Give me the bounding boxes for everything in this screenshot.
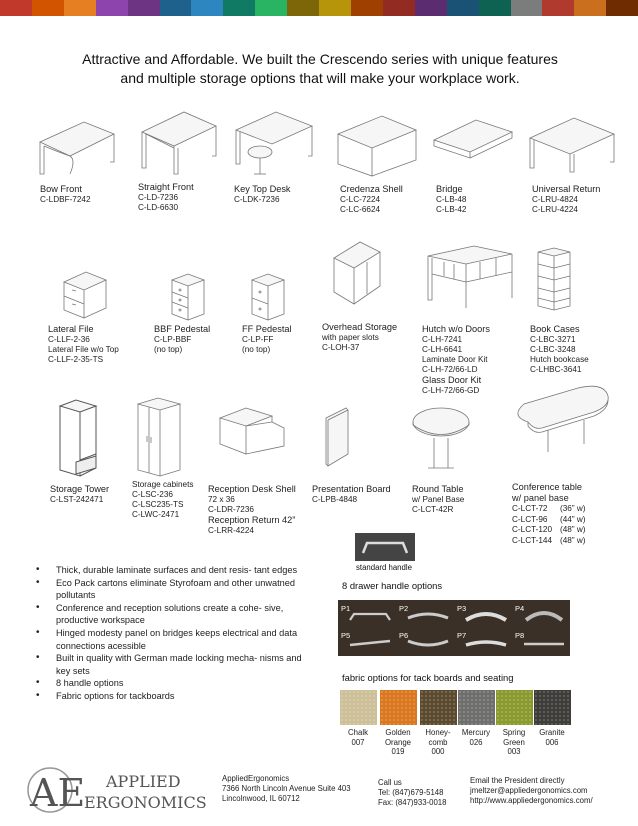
footer-contact-info — [378, 778, 446, 808]
product-reception-desk — [208, 484, 296, 536]
feature-item: • Eco Pack cartons eliminate Styrofoam and other unwatned pollutants — [36, 577, 306, 602]
book-case-image — [534, 244, 574, 314]
product-code: C-LDBF-7242 — [40, 195, 91, 204]
product-lateral-file — [48, 324, 119, 365]
fabric-swatch-spring-green — [496, 690, 533, 725]
fabric-swatch-chalk — [340, 690, 377, 725]
product-name: Universal Return — [532, 184, 601, 194]
stripe-segment — [160, 0, 192, 16]
fabric-label-chalk — [336, 728, 380, 747]
product-code: C-LWC-2471 — [132, 510, 180, 519]
stripe-segment — [255, 0, 287, 16]
size-width: (36” w) — [560, 504, 586, 513]
product-name: Round Table — [412, 484, 464, 494]
handle-label: P2 — [399, 604, 409, 613]
standard-handle-label: standard handle — [356, 563, 412, 572]
company-name: AppliedErgonomics — [222, 774, 290, 783]
product-code: C-LBC-3248 — [530, 345, 576, 354]
stripe-segment — [351, 0, 383, 16]
product-code: C-LPB-4848 — [312, 495, 358, 504]
product-code: (no top) — [154, 345, 183, 354]
bridge-image — [430, 110, 516, 170]
fabric-name: Mercury — [461, 728, 491, 737]
product-name: Presentation Board — [312, 484, 391, 494]
bbf-pedestal-image — [168, 270, 208, 322]
stripe-segment — [191, 0, 223, 16]
handle-label: P6 — [399, 631, 409, 640]
size-code: C-LCT-144 — [512, 535, 553, 545]
product-name: Bridge — [436, 184, 463, 194]
round-table-image — [410, 404, 472, 476]
bow-front-desk-image — [36, 112, 118, 180]
standard-handle-image — [355, 533, 415, 561]
fabric-code: 000 — [431, 747, 445, 757]
handles-title: 8 drawer handle options — [342, 580, 443, 591]
headline-line-1: Attractive and Affordable. We built the Crescendo series with unique features — [82, 51, 558, 67]
fabric-name: Green — [503, 737, 525, 747]
product-name: FF Pedestal — [242, 324, 292, 334]
handle-option-p8 — [512, 629, 568, 655]
company-address: 7366 North Lincoln Avenue Suite 403 — [222, 784, 351, 793]
product-code: C-LSC235-TS — [132, 500, 184, 509]
handle-option-p3 — [454, 602, 510, 628]
product-code: C-LBC-3271 — [530, 335, 576, 344]
fabric-code: 026 — [469, 737, 483, 747]
headline-line-2: and multiple storage options that will make your workplace work. — [120, 70, 520, 86]
product-round-table — [412, 484, 464, 515]
logo-word-applied: APPLIED — [106, 772, 181, 791]
stripe-segment — [606, 0, 638, 16]
product-code: w/ panel base — [512, 493, 569, 503]
product-code: C-LST-242471 — [50, 495, 104, 504]
stripe-segment — [32, 0, 64, 16]
product-bow-front — [40, 184, 91, 205]
contact-phone: Tel: (847)679-5148 — [378, 788, 444, 797]
product-code: C-LDR-7236 — [208, 505, 254, 514]
fabric-name: Honey- — [425, 728, 451, 737]
fabric-name: Chalk — [348, 728, 368, 737]
product-name: Glass Door Kit — [422, 375, 482, 385]
product-code: 72 x 36 — [208, 495, 235, 504]
feature-item: • Conference and reception solutions create a cohe- sive, productive workspace — [36, 602, 306, 627]
stripe-segment — [223, 0, 255, 16]
product-name: Bow Front — [40, 184, 82, 194]
product-code: C-LHBC-3641 — [530, 365, 582, 374]
handle-option-p1 — [338, 602, 394, 628]
storage-cabinet-image — [134, 396, 184, 478]
product-code: C-LC-7224 — [340, 195, 381, 204]
fabric-code: 003 — [507, 747, 521, 757]
product-conference-table — [512, 482, 585, 546]
product-straight-front — [138, 182, 194, 213]
stripe-segment — [447, 0, 479, 16]
product-code: C-LLF-2-35-TS — [48, 355, 104, 364]
product-credenza-shell — [340, 184, 403, 215]
product-bbf-pedestal — [154, 324, 210, 355]
handle-label: P7 — [457, 631, 467, 640]
product-universal-return — [532, 184, 600, 215]
handle-label: P3 — [457, 604, 467, 613]
headline — [40, 50, 600, 88]
universal-return-image — [524, 110, 618, 174]
handle-option-p6 — [396, 629, 452, 655]
straight-front-desk-image — [138, 104, 218, 176]
conference-size-table — [512, 504, 585, 546]
stripe-segment — [128, 0, 160, 16]
contact-heading: Call us — [378, 778, 402, 787]
fabric-name: comb — [428, 737, 448, 747]
handle-option-p4 — [512, 602, 568, 628]
product-name: Key Top Desk — [234, 184, 291, 194]
feature-item: • Hinged modesty panel on bridges keeps electrical and data connections acessible — [36, 627, 306, 652]
product-storage-cabinets — [132, 480, 193, 520]
product-name: Hutch w/o Doors — [422, 324, 490, 334]
product-code: Hutch bookcase — [530, 355, 589, 364]
product-name: Conference table — [512, 482, 582, 492]
size-width: (48” w) — [560, 535, 586, 545]
product-code: C-LRU-4224 — [532, 205, 578, 214]
product-name: Overhead Storage — [322, 322, 398, 332]
applied-ergonomics-logo — [26, 760, 206, 818]
presentation-board-image — [320, 404, 354, 470]
feature-list — [36, 564, 306, 703]
product-code: C-LD-7236 — [138, 193, 179, 202]
company-city: Lincolnwood, IL 60712 — [222, 794, 300, 803]
product-name: Lateral File — [48, 324, 94, 334]
product-presentation-board — [312, 484, 391, 505]
stripe-segment — [383, 0, 415, 16]
ff-pedestal-image — [248, 270, 288, 322]
product-ff-pedestal — [242, 324, 292, 355]
feature-item: • Fabric options for tackboards — [36, 690, 306, 703]
email-link[interactable]: jmeltzer@appliedergonomics.com — [470, 786, 588, 795]
product-name: Book Cases — [530, 324, 580, 334]
size-code: C-LCT-96 — [512, 514, 548, 524]
stripe-segment — [415, 0, 447, 16]
size-width: (48” w) — [560, 525, 586, 534]
product-name: Straight Front — [138, 182, 194, 192]
handle-label: P5 — [341, 631, 351, 640]
product-code: w/ Panel Base — [412, 495, 465, 504]
handle-option-p2 — [396, 602, 452, 628]
product-code: C-LD-6630 — [138, 203, 179, 212]
product-code: C-LOH-37 — [322, 343, 360, 352]
product-code: C-LSC-236 — [132, 490, 173, 499]
fabric-swatch-granite — [534, 690, 571, 725]
hutch-image — [424, 242, 516, 312]
fabric-swatch-golden-orange — [380, 690, 417, 725]
fabric-name: Spring — [502, 728, 526, 737]
product-storage-tower — [50, 484, 109, 505]
credenza-shell-image — [334, 110, 420, 178]
email-heading: Email the President directly — [470, 776, 565, 785]
product-code: Lateral File w/o Top — [48, 345, 119, 354]
stripe-segment — [479, 0, 511, 16]
stripe-segment — [574, 0, 606, 16]
stripe-segment — [319, 0, 351, 16]
logo-word-ergonomics: ERGONOMICS — [84, 793, 206, 812]
fabric-swatch-honeycomb — [420, 690, 457, 725]
product-code: C-LH-7241 — [422, 335, 463, 344]
stripe-segment — [287, 0, 319, 16]
stripe-segment — [0, 0, 32, 16]
product-code: C-LRU-4824 — [532, 195, 578, 204]
storage-tower-image — [56, 398, 102, 478]
fabric-code: 007 — [351, 737, 365, 747]
product-overhead-storage — [322, 322, 397, 353]
stripe-segment — [542, 0, 574, 16]
fabric-label-golden-orange — [376, 728, 420, 757]
product-code: Laminate Door Kit — [422, 355, 488, 364]
product-code: C-LH-6641 — [422, 345, 463, 354]
product-code: C-LB-48 — [436, 195, 467, 204]
handle-option-p5 — [338, 629, 394, 655]
product-name: Reception Desk Shell — [208, 484, 296, 494]
product-bridge — [436, 184, 467, 215]
color-stripe — [0, 0, 638, 16]
fabric-label-granite — [530, 728, 574, 747]
conference-table-image — [508, 382, 612, 456]
product-code: C-LP-BBF — [154, 335, 192, 344]
feature-item: • 8 handle options — [36, 677, 306, 690]
key-top-desk-image — [232, 104, 316, 180]
product-code: C-LRR-4224 — [208, 526, 254, 535]
product-code: C-LB-42 — [436, 205, 467, 214]
stripe-segment — [64, 0, 96, 16]
product-code: C-LH-72/66-GD — [422, 386, 480, 395]
product-key-top-desk — [234, 184, 291, 205]
handle-label: P4 — [515, 604, 525, 613]
logo-letters: AE — [30, 771, 86, 815]
stripe-segment — [511, 0, 543, 16]
fabric-code: 019 — [391, 747, 405, 757]
overhead-storage-image — [330, 238, 384, 308]
fabric-name: Golden — [385, 728, 411, 737]
size-code: C-LCT-72 — [512, 504, 548, 513]
feature-item: • Built in quality with German made locking mecha- nisms and key sets — [36, 652, 306, 677]
product-code: C-LCT-42R — [412, 505, 454, 514]
fabric-name: Granite — [539, 728, 565, 737]
product-code: C-LC-6624 — [340, 205, 381, 214]
fabric-code: 006 — [545, 737, 559, 747]
handle-label: P8 — [515, 631, 525, 640]
product-book-cases — [530, 324, 589, 375]
contact-fax: Fax: (847)933-0018 — [378, 798, 447, 807]
size-width: (44” w) — [560, 514, 586, 524]
website-link[interactable]: http://www.appliedergonomics.com/ — [470, 796, 593, 805]
product-code: with paper slots — [322, 333, 379, 342]
product-name: Storage Tower — [50, 484, 110, 494]
fabric-swatch-mercury — [458, 690, 495, 725]
reception-desk-image — [216, 404, 288, 456]
product-hutch — [422, 324, 490, 396]
stripe-segment — [96, 0, 128, 16]
product-code: C-LP-FF — [242, 335, 274, 344]
footer-company-info — [222, 774, 351, 804]
handle-label: P1 — [341, 604, 351, 613]
footer-email-info — [470, 776, 593, 806]
fabric-name: Orange — [384, 737, 411, 747]
product-code: (no top) — [242, 345, 271, 354]
product-name: BBF Pedestal — [154, 324, 211, 334]
product-code: C-LLF-2-36 — [48, 335, 90, 344]
feature-item: • Thick, durable laminate surfaces and dent resis- tant edges — [36, 564, 306, 577]
lateral-file-image — [60, 268, 110, 322]
product-name: Reception Return 42” — [208, 515, 296, 525]
product-code: C-LH-72/66-LD — [422, 365, 478, 374]
handle-options-panel — [338, 600, 570, 656]
product-name: Storage cabinets — [132, 480, 194, 489]
product-name: Credenza Shell — [340, 184, 403, 194]
fabric-title: fabric options for tack boards and seating — [342, 672, 514, 683]
handle-option-p7 — [454, 629, 510, 655]
size-code: C-LCT-120 — [512, 525, 553, 534]
product-code: C-LDK-7236 — [234, 195, 280, 204]
